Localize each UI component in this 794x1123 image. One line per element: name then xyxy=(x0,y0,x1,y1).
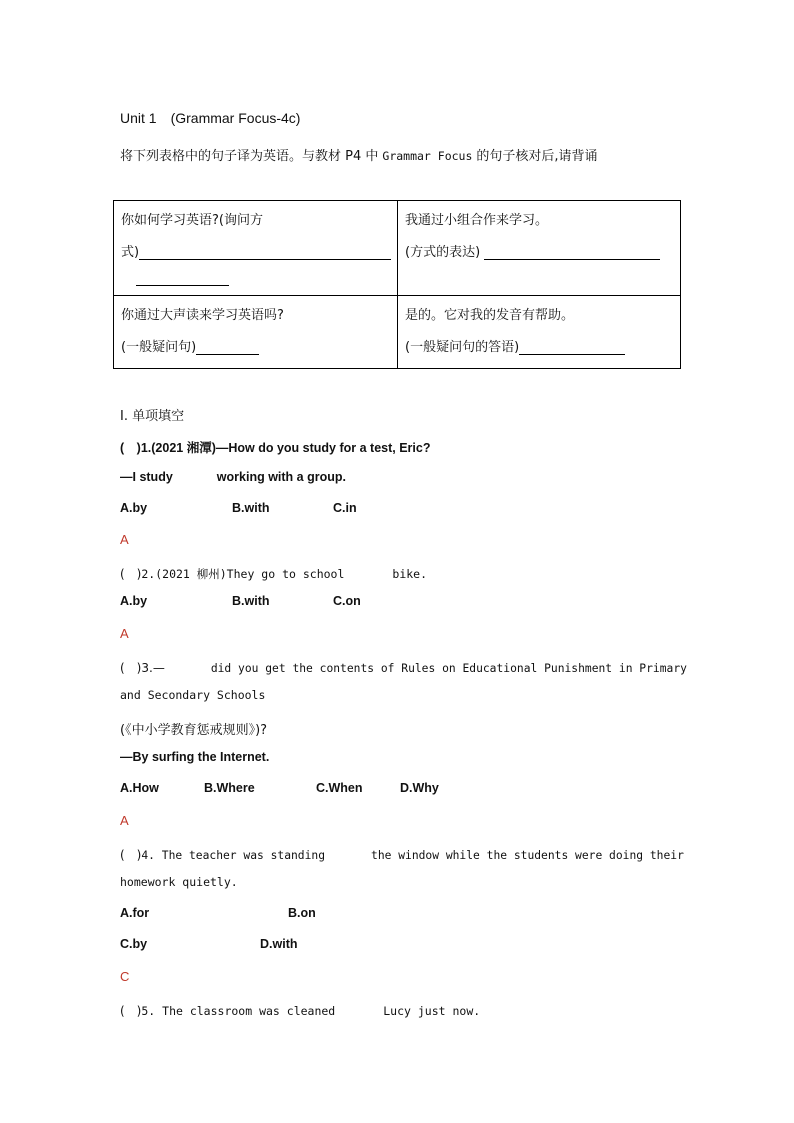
cell-text: (方式的表达) xyxy=(405,245,481,260)
question-line: —By surfing the Internet. xyxy=(120,750,270,764)
cell-text: (一般疑问句) xyxy=(121,340,197,355)
table-cell xyxy=(114,296,398,369)
answer-blank[interactable] xyxy=(196,340,259,355)
option-a[interactable]: A.for xyxy=(120,906,150,920)
answer-blank[interactable] xyxy=(139,245,391,260)
answer-paren[interactable]: ( ) xyxy=(120,441,141,455)
instruction-part-c: 的句子核对后,请背诵 xyxy=(476,149,598,164)
answer-key: A xyxy=(120,626,129,641)
cell-text: 你通过大声读来学习英语吗? xyxy=(121,308,284,323)
table-cell xyxy=(398,296,681,369)
question-stem: ( )4. The teacher was standing the window while the students were doing their xyxy=(120,848,684,862)
table-cell xyxy=(114,201,398,296)
option-c[interactable]: C.by xyxy=(120,937,148,951)
answer-key: C xyxy=(120,969,130,984)
option-c[interactable]: C.When xyxy=(316,781,363,795)
answer-paren[interactable]: ( ) xyxy=(120,567,142,581)
option-a[interactable]: A.by xyxy=(120,501,148,515)
option-b[interactable]: B.on xyxy=(288,906,316,920)
option-b[interactable]: B.with xyxy=(232,501,270,515)
instruction xyxy=(120,145,598,164)
answer-key: A xyxy=(120,813,129,828)
option-a[interactable]: A.by xyxy=(120,594,148,608)
answer-blank[interactable] xyxy=(519,340,625,355)
cell-text: 我通过小组合作来学习。 xyxy=(405,213,549,228)
answer-blank[interactable] xyxy=(484,245,660,260)
translation-table xyxy=(113,200,681,369)
option-a[interactable]: A.How xyxy=(120,781,159,795)
option-d[interactable]: D.with xyxy=(260,937,298,951)
answer-key: A xyxy=(120,532,129,547)
question-stem: ( )1.(2021 湘潭)—How do you study for a test, Eric? xyxy=(120,441,431,455)
cell-text: 你如何学习英语?(询问方 xyxy=(121,213,263,228)
question-line: —I study working with a group. xyxy=(120,470,346,484)
answer-paren[interactable]: ( ) xyxy=(120,661,142,675)
cell-text: 式) xyxy=(121,245,140,260)
option-b[interactable]: B.Where xyxy=(204,781,255,795)
instruction-part-b: Grammar Focus xyxy=(382,149,473,163)
page-title: Unit 1 (Grammar Focus-4c) xyxy=(120,110,301,126)
option-c[interactable]: C.on xyxy=(333,594,361,608)
option-c[interactable]: C.in xyxy=(333,501,357,515)
question-line: and Secondary Schools xyxy=(120,688,266,702)
option-d[interactable]: D.Why xyxy=(400,781,439,795)
question-stem: ( )2.(2021 柳州)They go to school bike. xyxy=(120,567,428,581)
question-line: homework quietly. xyxy=(120,875,238,889)
section-heading: Ⅰ. 单项填空 xyxy=(120,409,185,424)
cell-text: (一般疑问句的答语) xyxy=(405,340,520,355)
cell-text: 是的。它对我的发音有帮助。 xyxy=(405,308,575,323)
answer-blank[interactable] xyxy=(136,271,229,286)
answer-paren[interactable]: ( ) xyxy=(120,1004,142,1018)
instruction-part-a: 将下列表格中的句子译为英语。与教材 P4 中 xyxy=(120,149,379,164)
option-b[interactable]: B.with xyxy=(232,594,270,608)
answer-paren[interactable]: ( ) xyxy=(120,848,142,862)
table-cell xyxy=(398,201,681,296)
question-stem: ( )3.— did you get the contents of Rules on Educational Punishment in Primary xyxy=(120,661,687,675)
question-stem: ( )5. The classroom was cleaned Lucy just now. xyxy=(120,1004,481,1018)
question-line: (《中小学教育惩戒规则》)? xyxy=(120,723,268,738)
